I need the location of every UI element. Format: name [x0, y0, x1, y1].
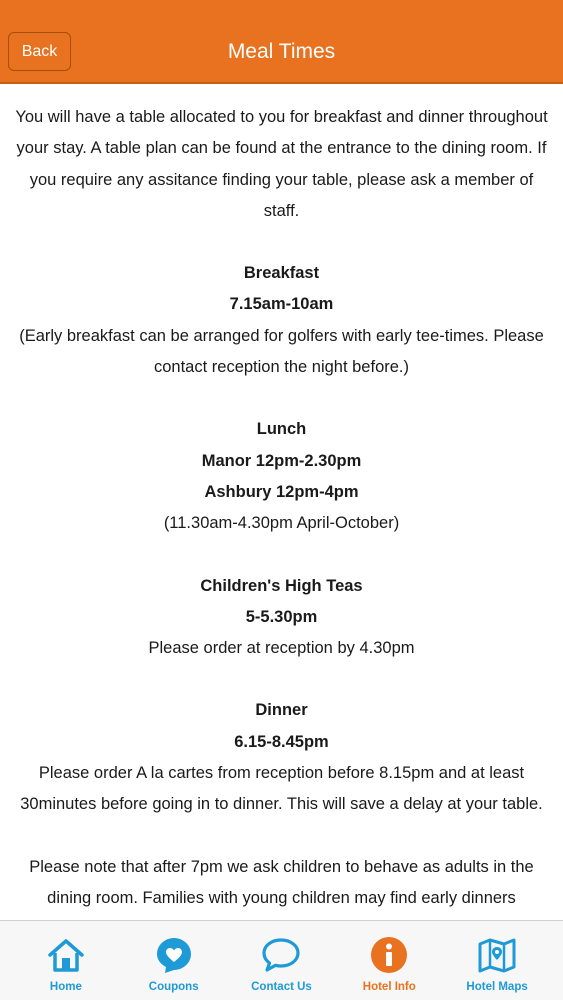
tab-home[interactable] [21, 921, 111, 1000]
tab-hotel-info-label: Hotel Info [362, 981, 416, 993]
tab-coupons[interactable] [129, 921, 219, 1000]
high-teas-note: Please order at reception by 4.30pm [148, 639, 415, 658]
tab-home-label: Home [49, 981, 82, 993]
lunch-note: (11.30am-4.30pm April-October) [163, 514, 400, 533]
tab-bar [0, 920, 563, 1000]
heart-icon [154, 935, 194, 975]
info-icon [369, 935, 409, 975]
speech-bubble-icon [261, 935, 301, 975]
map-icon [477, 935, 517, 975]
back-button[interactable]: Back [8, 32, 71, 71]
dinner-heading: Dinner [255, 701, 308, 720]
tab-coupons-label: Coupons [148, 981, 199, 993]
home-icon [46, 935, 86, 975]
high-teas-time: 5-5.30pm [245, 607, 318, 626]
tab-hotel-maps[interactable] [452, 921, 542, 1000]
lunch-heading: Lunch [256, 420, 307, 439]
high-teas-heading: Children's High Teas [200, 576, 363, 595]
lunch-manor-time: Manor 12pm-2.30pm [201, 451, 362, 470]
meal-times-content[interactable] [0, 84, 563, 920]
tab-contact-us-label: Contact Us [251, 981, 312, 993]
children-note: Please note that after 7pm we ask children to behave as adults in the dining room. Families with young children may find early dinners [29, 857, 534, 907]
header-bar [0, 0, 563, 84]
tab-contact-us[interactable] [236, 921, 326, 1000]
dinner-time: 6.15-8.45pm [234, 732, 329, 751]
tab-hotel-info[interactable] [344, 921, 434, 1000]
tab-hotel-maps-label: Hotel Maps [466, 981, 528, 993]
breakfast-heading: Breakfast [243, 264, 320, 283]
breakfast-time: 7.15am-10am [229, 295, 334, 314]
dinner-note: Please order A la cartes from reception before 8.15pm and at least 30minutes before going in to dinner. This will save a delay at your table. [20, 764, 543, 814]
lunch-ashbury-time: Ashbury 12pm-4pm [204, 482, 359, 501]
intro-text: You will have a table allocated to you for breakfast and dinner throughout your stay. A table plan can be found at the entrance to the dining room. If you require any assitance finding your table, please ask a member of staff. [15, 108, 548, 220]
page-title: Meal Times [227, 40, 336, 63]
breakfast-note: (Early breakfast can be arranged for golfers with early tee-times. Please contact reception the night before.) [19, 326, 544, 377]
